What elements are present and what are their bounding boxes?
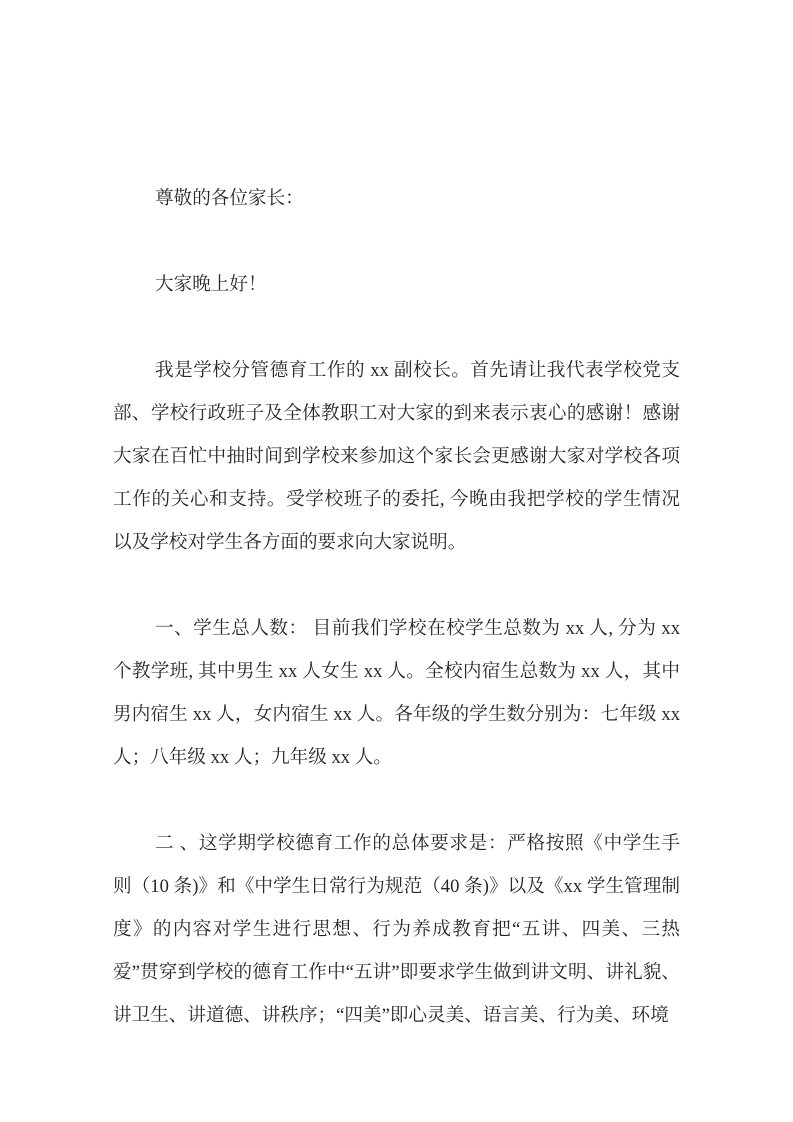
- section-moral-education-paragraph: 二 、这学期学校德育工作的总体要求是：严格按照《中学生手则（10 条)》和《中学生日常行为规范（40 条)》以及《xx 学生管理制度》的内容对学生进行思想、行为养成教育把“五讲、四美、三热爱”贯穿到学校的德育工作中“五讲”即要求学生做到讲文明、讲礼貌、讲卫生、讲道德、讲秩序；“四美”即心灵美、语言美、行为美、环境: [113, 833, 680, 1026]
- salutation: 尊敬的各位家长：: [155, 188, 304, 209]
- intro-paragraph: 我是学校分管德育工作的 xx 副校长。首先请让我代表学校党支部、学校行政班子及全体教职工对大家的到来表示衷心的感谢！感谢大家在百忙中抽时间到学校来参加这个家长会更感谢大家对学校各项工作的关心和支持。受学校班子的委托, 今晚由我把学校的学生情况以及学校对学生各方面的要求向大家说明。: [113, 360, 680, 553]
- greeting: 大家晚上好！: [155, 274, 267, 295]
- section-student-count-paragraph: 一、学生总人数： 目前我们学校在校学生总数为 xx 人, 分为 xx 个教学班, 其中男生 xx 人女生 xx 人。全校内宿生总数为 xx 人，其中男内宿生 xx 人，女内宿生 xx 人。各年级的学生数分别为：七年级 xx 人；八年级 xx 人；九年级 xx 人。: [113, 618, 680, 768]
